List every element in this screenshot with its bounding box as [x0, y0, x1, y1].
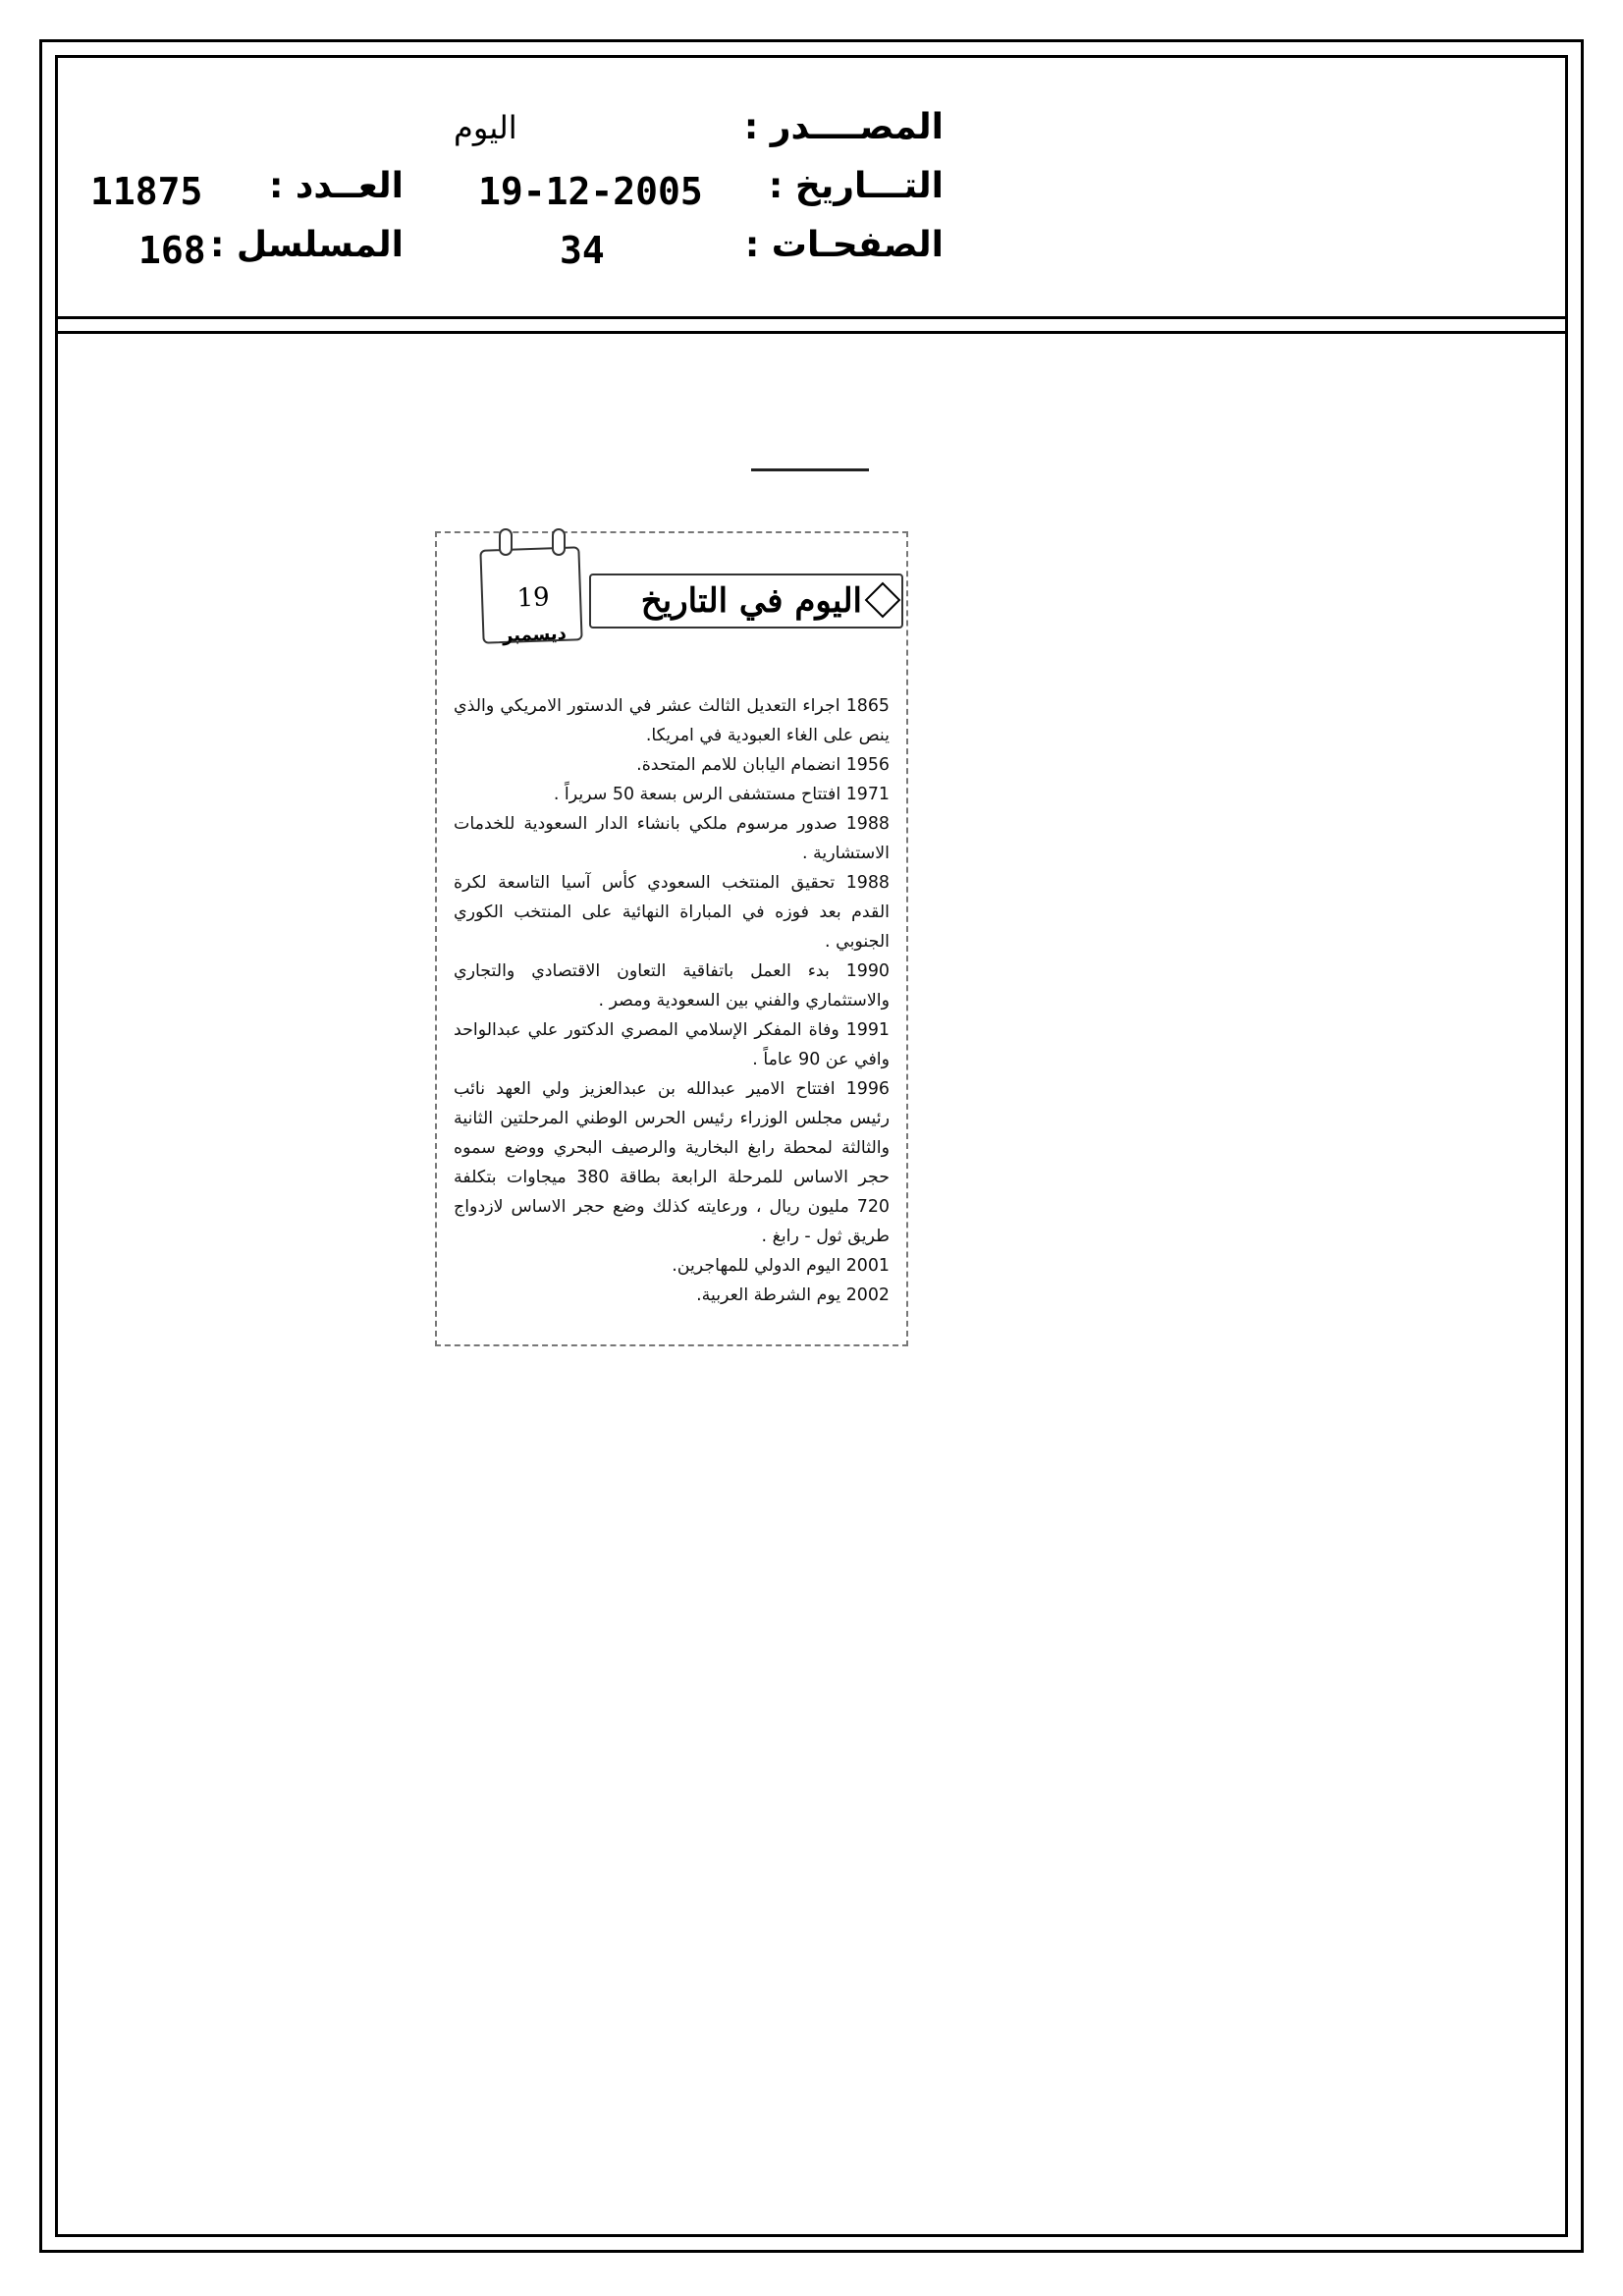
calendar-ring-left [499, 528, 513, 556]
calendar-month: ديسمبر [502, 623, 568, 647]
history-entry: 1956 انضمام اليابان للامم المتحدة. [636, 755, 890, 775]
clipping-text [454, 691, 890, 1310]
serial-label: المسلسل : [209, 225, 404, 265]
serial-value: 168 [138, 229, 206, 272]
history-entry: 1988 تحقيق المنتخب السعودي كأس آسيا التاسعة لكرة القدم بعد فوزه في المباراة النهائية على المنتخب الكوري الجنوبي . [454, 873, 890, 952]
issue-value: 11875 [90, 170, 203, 213]
history-entry: 1971 افتتاح مستشفى الرس بسعة 50 سريراً . [553, 785, 890, 804]
clipping-title: اليوم في التاريخ [640, 581, 862, 621]
date-value: 19-12-2005 [478, 170, 703, 213]
calendar-page [479, 546, 582, 647]
header-divider [55, 316, 1568, 319]
pages-label: الصفحـات : [744, 225, 944, 265]
calendar-day: 19 [516, 582, 551, 614]
diamond-icon [865, 582, 901, 619]
history-entry: 1991 وفاة المفكر الإسلامي المصري الدكتور علي عبدالواحد وافي عن 90 عاماً . [454, 1020, 890, 1069]
issue-label: العــدد : [269, 166, 404, 206]
source-label: المصــــدر : [743, 107, 944, 147]
history-entry: 2001 اليوم الدولي للمهاجرين. [672, 1256, 890, 1276]
history-entry: 1996 افتتاح الامير عبدالله بن عبدالعزيز ولي العهد نائب رئيس مجلس الوزراء رئيس الحرس الوطني المرحلتين الثانية والثالثة لمحطة رابغ البخارية والرصيف البحري ووضع سموه حجر الاساس للمرحلة الرابعة بطاقة 380 ميجاوات بتكلفة 720 مليون ريال ، ورعايته كذلك وضع حجر الاساس لازدواج طريق ثول - رابغ . [454, 1079, 891, 1246]
clipping-title-box [589, 574, 903, 629]
history-entry: 1988 صدور مرسوم ملكي بانشاء الدار السعودية للخدمات الاستشارية . [454, 814, 890, 863]
history-entry: 1865 اجراء التعديل الثالث عشر في الدستور الامريكي والذي ينص على الغاء العبودية في امريكا. [454, 696, 890, 745]
pages-value: 34 [560, 229, 605, 272]
clipping-top-rule [751, 468, 869, 471]
history-entry: 1990 بدء العمل باتفاقية التعاون الاقتصادي والتجاري والاستثماري والفني بين السعودية ومصر . [454, 961, 890, 1011]
header-divider-second [55, 331, 1568, 334]
history-entry: 2002 يوم الشرطة العربية. [696, 1285, 890, 1305]
source-value: اليوم [454, 109, 517, 146]
calendar-ring-right [552, 528, 566, 556]
calendar-icon [481, 528, 585, 647]
date-label: التـــاريخ : [768, 166, 944, 206]
